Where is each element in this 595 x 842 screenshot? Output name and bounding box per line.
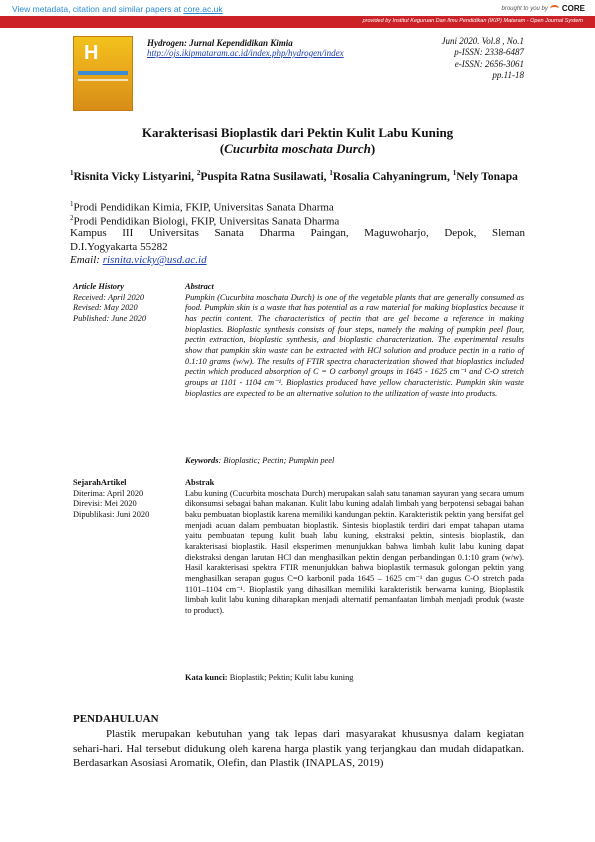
author-name: Nely Tonapa xyxy=(456,170,518,183)
introduction-paragraph: Plastik merupakan kebutuhan yang tak lepas dari masyarakat khususnya dalam kegiatan sehari-hari. Hal tersebut didukung oleh karena harga plastik yang terjangkau dan mudah didapatkan. Berdasarkan Asosiasi Aromatik, Olefin, dan Plastik (INAPLAS, 2019) xyxy=(73,728,524,769)
email-label: Email: xyxy=(70,254,103,266)
keywords-text: : Bioplastic; Pectin; Pumpkin peel xyxy=(218,456,335,465)
core-link-text: View metadata, citation and similar papers at xyxy=(12,4,184,14)
keywords-en xyxy=(185,456,334,465)
core-brand[interactable] xyxy=(502,4,586,13)
abstract-text: Pumpkin (Cucurbita moschata Durch) is one of the vegetable plants that are generally consumed as food. Pumpkin skin is a waste that has potential as a raw material for making bioplastics because it has pectin content. The characteristics of pectin that are gel become a reference in making bioplastics. Bioplastic synthesis consists of four steps, namely the making of pumpkin peel flour, pectin extraction, bioplastic synthesis, and bioplastic characterization. The experimental results show that pumpkin skin waste can be extracted with HCl solution and produce pectin in a ratio of 0.1:10 grams (w/w). The results of FTIR spectra characterization showed that bioplastics included pectin which produced absorption of C = O carbonyl groups in 1645 - 1625 cm⁻¹ and C-O stretch groups at 1101 - 1104 cm⁻¹. Bioplastics produced have yellow characteristic. Pumpkin skin waste bioplastics are expected to be an alternative solution to the utilization of waste into products. xyxy=(185,292,524,398)
journal-eissn: e-ISSN: 2656-3061 xyxy=(454,58,524,69)
author-name: Risnita Vicky Listyarini, xyxy=(73,170,197,183)
abstrak-heading: Abstrak xyxy=(185,478,215,487)
abstract-heading: Abstract xyxy=(185,282,214,291)
cover-strip xyxy=(78,71,128,75)
journal-issue: Juni 2020. Vol.8 , No.1 xyxy=(441,36,524,46)
species-name: Cucurbita moschata Durch xyxy=(224,141,371,156)
journal-meta xyxy=(442,36,525,81)
kata-kunci-label: Kata kunci: xyxy=(185,673,228,682)
abstract-en xyxy=(185,282,524,399)
author-name: Puspita Ratna Susilawati, xyxy=(200,170,330,183)
history-revised: Direvisi: Mei 2020 xyxy=(73,499,137,509)
brought-by-text: brought to you by xyxy=(501,5,548,12)
keywords-id xyxy=(185,673,353,682)
paper-title-line-1: Karakterisasi Bioplastik dari Pektin Kulit Labu Kuning xyxy=(141,125,454,140)
journal-title: Hydrogen: Jurnal Kependidikan Kimia xyxy=(147,38,293,48)
author-list: $^1$Risnita Vicky Listyarini, $^2$Puspita Ratna Susilawati, $^1$Rosalia Cahyaningrum, $^1$Nely Tonapa xyxy=(70,169,518,183)
email-link[interactable]: risnita.vicky@usd.ac.id xyxy=(102,254,207,266)
affiliation-1: $^1$Prodi Pendidikan Kimia, FKIP, Universitas Sanata Dharma xyxy=(70,200,334,214)
history-received: Received: April 2020 xyxy=(73,292,145,302)
journal-pages: pp.11-18 xyxy=(492,69,524,80)
article-history-id xyxy=(73,478,149,520)
kata-kunci-text: Bioplastik; Pektin; Kulit labu kuning xyxy=(227,673,354,682)
cover-letter: H xyxy=(84,42,99,64)
history-received: Diterima: April 2020 xyxy=(73,488,144,498)
provided-by-text[interactable]: provided by Institut Keguruan Dan Ilmu Pendidikan (IKIP) Mataram - Open Journal System xyxy=(362,18,583,24)
journal-url[interactable]: http://ojs.ikipmataram.ac.id/index.php/hydrogen/index xyxy=(147,48,344,58)
history-published: Published: June 2020 xyxy=(73,313,147,323)
core-metadata-link[interactable] xyxy=(12,4,223,14)
history-heading: SejarahArtikel xyxy=(73,478,127,487)
abstract-id xyxy=(185,478,524,617)
core-logo-text: CORE xyxy=(561,4,585,13)
journal-cover-image xyxy=(73,36,133,111)
article-history-en xyxy=(73,282,146,324)
core-logo-icon xyxy=(550,5,559,12)
paper-title-line-2: (Cucurbita moschata Durch) xyxy=(219,141,376,156)
address-line-1: Kampus III Universitas Sanata Dharma Paingan, Maguwoharjo, Depok, Sleman xyxy=(70,227,525,239)
history-revised: Revised: May 2020 xyxy=(73,303,138,313)
history-published: Dipublikasi: Juni 2020 xyxy=(73,509,150,519)
provider-band xyxy=(0,16,595,28)
journal-pissn: p-ISSN: 2338-6487 xyxy=(454,47,524,58)
address-line-2: D.I.Yogyakarta 55282 xyxy=(70,241,168,253)
author-name: Rosalia Cahyaningrum, xyxy=(332,170,453,183)
section-heading-introduction: PENDAHULUAN xyxy=(73,713,159,725)
affiliation-2: $^2$Prodi Pendidikan Biologi, FKIP, Universitas Sanata Dharma xyxy=(70,214,340,228)
keywords-label: Keywords xyxy=(185,456,219,465)
history-heading: Article History xyxy=(73,282,124,291)
abstrak-text: Labu kuning (Cucurbita moschata Durch) merupakan salah satu tanaman sayuran yang secara umum dikonsumsi sebagai bahan makanan. Kulit labu kuning adalah limbah yang berpotensi sebagai bahan baku pembuatan bioplastik karena memiliki kandungan pektin. Karakteristik pektin yang bersifat gel menjadi acuan dalam pembuatan bioplastik. Sintesis bioplastik terdiri dari empat tahapan utama yaitu pembuatan tepung kulit buah labu kuning, ekstraksi pektin, sintesis bioplastik, dan karakterisasi bioplastik. Hasil eksperimen menunjukkan bahwa limbah kulit labu kuning dapat diekstraksi dengan larutan HCl dan menghasilkan pektin dengan perbandingan 0.1:10 gram (w/w). Hasil karakterisasi spektra FTIR menunjukkan bahwa bioplastik termasuk golongan pektin yang menghasilkan serapan gugus C=O karbonil pada 1645 – 1625 cm⁻¹ dan gugus C-O stretch pada 1101–1104 cm⁻¹. Bioplastik yang dihasilkan memiliki karakteristik berwarna kuning. Bioplastik limbah kulit labu kuning diharapkan menjadi alternatif pemanfaatan limbah menjadi produk (waste to product). xyxy=(185,488,524,615)
core-link-url[interactable]: core.ac.uk xyxy=(183,4,223,14)
cover-strip-2 xyxy=(78,79,128,81)
email-line xyxy=(70,254,207,266)
